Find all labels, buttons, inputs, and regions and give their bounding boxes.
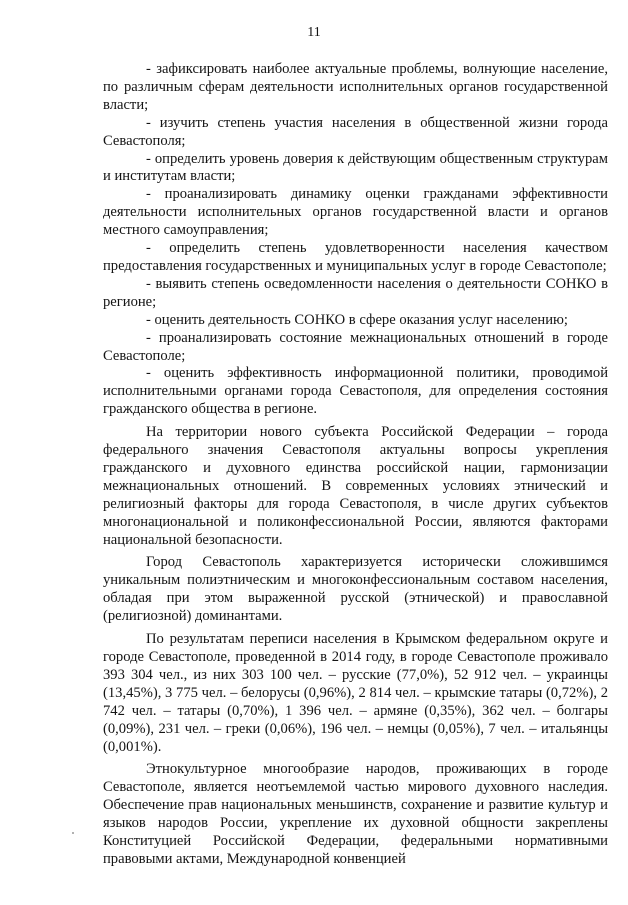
- task-item: - оценить деятельность СОНКО в сфере оказания услуг населению;: [146, 311, 568, 328]
- task-item: - оценить эффективность информационной политики, проводимой исполнительными органами города Севастополя, для определения состояния гражданского общества в регионе.: [103, 365, 608, 418]
- page-number: 11: [307, 25, 321, 40]
- task-item: - определить степень удовлетворенности населения качеством предоставления государственных и муниципальных услуг в городе Севастополе;: [103, 240, 608, 274]
- task-item: - зафиксировать наиболее актуальные проблемы, волнующие население, по различным сферам деятельности исполнительных органов государственной власти;: [103, 61, 608, 113]
- scan-artifact: [72, 832, 74, 834]
- body-paragraph: Этнокультурное многообразие народов, проживающих в городе Севастополе, является неотъемлемой частью мирового духовного наследия. Обеспечение прав национальных меньшинств, сохранение и развитие культур и языков народов России, укрепление их духовной общности закреплены Конституцией Российской Федерации, федеральными нормативными правовыми актами, Международной конвенцией: [103, 761, 608, 867]
- task-item: - выявить степень осведомленности населения о деятельности СОНКО в регионе;: [103, 275, 608, 310]
- body-paragraph: На территории нового субъекта Российской Федерации – города федерального значения Севастополя актуальны вопросы укрепления гражданского и духовного единства российской нации, гармонизации межнациональных отношений. В современных условиях этнический и религиозный факторы для города Севастополя, в числе других субъектов многонациональной и поликонфессиональной России, являются факторами национальной безопасности.: [103, 424, 608, 548]
- task-item: - проанализировать динамику оценки гражданами эффективности деятельности исполнительных органов государственной власти и органов местного самоуправления;: [103, 186, 608, 239]
- task-item: - определить уровень доверия к действующим общественным структурам и институтам власти;: [103, 150, 608, 185]
- page-content: [103, 61, 608, 869]
- body-paragraph: Город Севастополь характеризуется исторически сложившимся уникальным полиэтническим и многоконфессиональным составом населения, обладая при этом выраженной русской (этнической) и православной (религиозной) доминантами.: [103, 554, 608, 625]
- task-item: - проанализировать состояние межнациональных отношений в городе Севастополе;: [103, 329, 608, 364]
- body-paragraph: По результатам переписи населения в Крымском федеральном округе и городе Севастополе, проведенной в 2014 году, в городе Севастополе проживало 393 304 чел., из них 303 100 чел. – русские (77,0%), 52 912 чел. – украинцы (13,45%), 3 775 чел. – белорусы (0,96%), 2 814 чел. – крымские татары (0,72%), 2 742 чел. – татары (0,70%), 1 396 чел. – армяне (0,35%), 362 чел. – болгары (0,09%), 231 чел. – греки (0,06%), 196 чел. – немцы (0,05%), 7 чел. – итальянцы (0,001%).: [103, 631, 608, 755]
- task-item: - изучить степень участия населения в общественной жизни города Севастополя;: [103, 114, 608, 149]
